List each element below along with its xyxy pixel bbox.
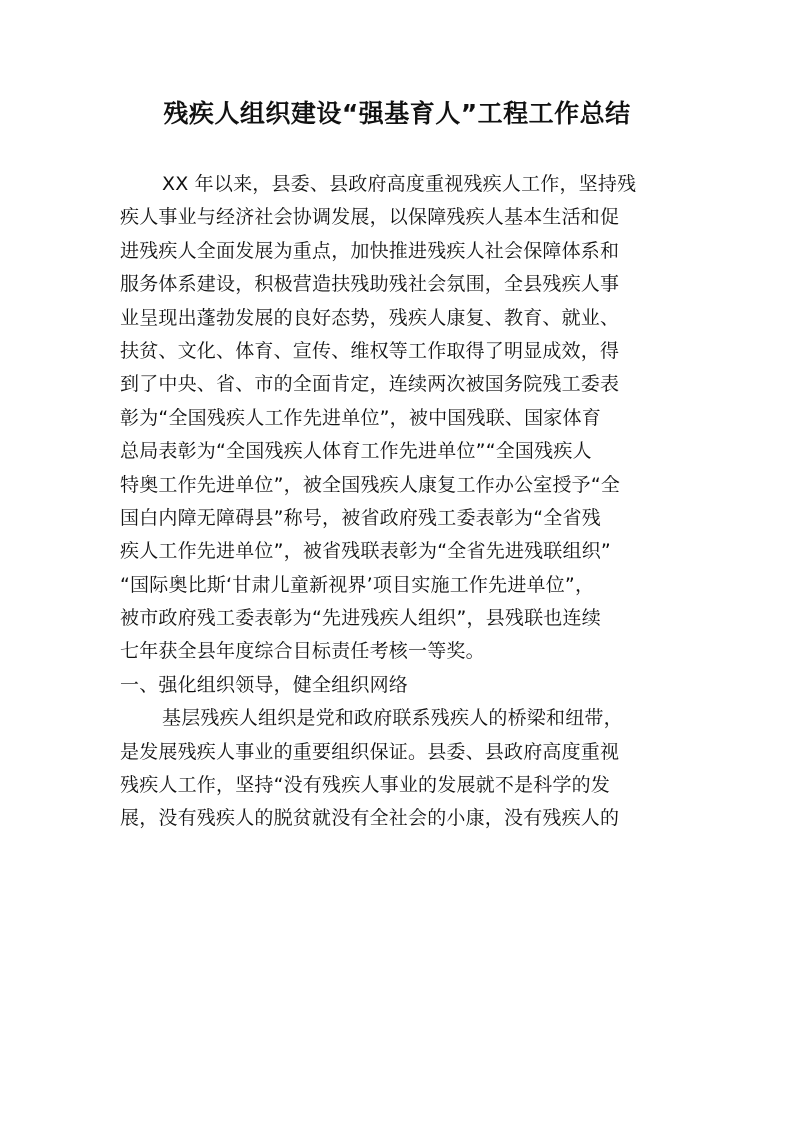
- text-line: 疾人工作先进单位”，被省残联表彰为“全省先进残联组织”: [120, 540, 611, 563]
- text-line: 国白内障无障碍县”称号，被省政府残工委表彰为“全省残: [120, 506, 601, 529]
- text-line: XX 年以来，县委、县政府高度重视残疾人工作，坚持残: [162, 173, 637, 195]
- text-line: 总局表彰为“全国残疾人体育工作先进单位”“全国残疾人: [120, 440, 592, 463]
- text-line: 展，没有残疾人的脱贫就没有全社会的小康，没有残疾人的: [120, 807, 620, 830]
- section-heading: 一、强化组织领导，健全组织网络: [120, 673, 409, 696]
- text-line: 是发展残疾人事业的重要组织保证。县委、县政府高度重视: [120, 740, 620, 763]
- text-line: 疾人事业与经济社会协调发展，以保障残疾人基本生活和促: [120, 206, 620, 229]
- document-body: [120, 168, 680, 836]
- text-line: 基层残疾人组织是党和政府联系残疾人的桥梁和纽带，: [162, 707, 623, 730]
- text-line: 业呈现出蓬勃发展的良好态势，残疾人康复、教育、就业、: [120, 306, 620, 329]
- text-line: 进残疾人全面发展为重点，加快推进残疾人社会保障体系和: [120, 239, 620, 262]
- text-line: “国际奥比斯‘甘肃儿童新视界’项目实施工作先进单位”，: [120, 573, 595, 596]
- text-line: 被市政府残工委表彰为“先进残疾人组织”，县残联也连续: [120, 607, 601, 630]
- text-line: 彰为“全国残疾人工作先进单位”，被中国残联、国家体育: [120, 406, 601, 429]
- text-line: 特奥工作先进单位”，被全国残疾人康复工作办公室授予“全: [120, 473, 621, 496]
- text-line: 七年获全县年度综合目标责任考核一等奖。: [120, 640, 485, 663]
- document-title: 残疾人组织建设“强基育人”工程工作总结: [163, 99, 631, 128]
- text-line: 扶贫、文化、体育、宣传、维权等工作取得了明显成效，得: [120, 339, 620, 362]
- text-line: 到了中央、省、市的全面肯定，连续两次被国务院残工委表: [120, 373, 620, 396]
- text-line: 残疾人工作，坚持“没有残疾人事业的发展就不是科学的发: [120, 774, 611, 797]
- text-line: 服务体系建设，积极营造扶残助残社会氛围，全县残疾人事: [120, 273, 620, 296]
